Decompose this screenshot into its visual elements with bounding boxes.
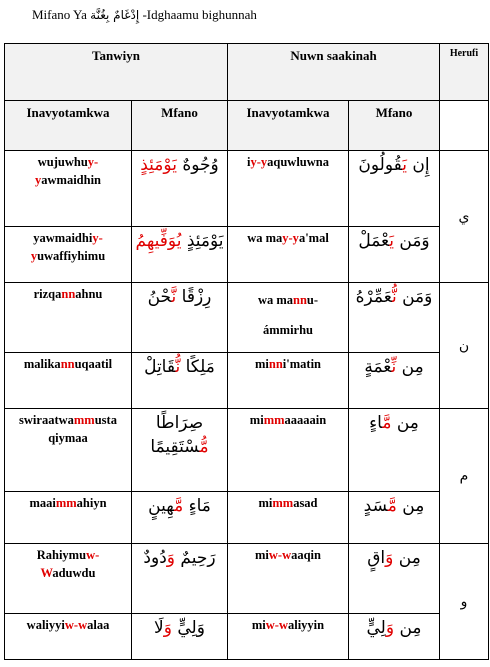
nuwn-example: وَمَن نُّعَمِّرْهُ (349, 283, 440, 353)
tanwiyn-pronunciation: maaimmahiyn (5, 492, 132, 544)
table-row (5, 151, 489, 227)
nuwn-pronunciation: mimmaaaaain (228, 409, 349, 492)
tanwiyn-example: يَوْمَئِذٍ يُوَفِّيهِمُ (132, 227, 228, 283)
nuwn-pronunciation: miw-waliyyin (228, 614, 349, 660)
nuwn-pronunciation: iy-yaquwluwna (228, 151, 349, 227)
nuwn-example: مِن مَّسَدٍ (349, 492, 440, 544)
header-mfano-2: Mfano (349, 101, 440, 151)
header-inavyotamkwa-1: Inavyotamkwa (5, 101, 132, 151)
herufi-miim: م (440, 409, 489, 544)
tanwiyn-example: مَاءٍ مَّهِينٍ (132, 492, 228, 544)
nuwn-pronunciation: mimmasad (228, 492, 349, 544)
tanwiyn-pronunciation: rizqannahnu (5, 283, 132, 353)
nuwn-example: مِن مَّاءٍ (349, 409, 440, 492)
herufi-ya: ي (440, 151, 489, 283)
table-row (5, 227, 489, 283)
tanwiyn-example: رِزْقًا نَّحْنُ (132, 283, 228, 353)
tanwiyn-pronunciation: swiraatwammusta qiymaa (5, 409, 132, 492)
nuwn-example: مِن نِّعْمَةٍ (349, 353, 440, 409)
nuwn-example: إِن يَقُولُونَ (349, 151, 440, 227)
nuwn-pronunciation: wa mannu- ámmirhu (228, 283, 349, 353)
header-inavyotamkwa-2: Inavyotamkwa (228, 101, 349, 151)
table-row (5, 544, 489, 614)
tanwiyn-example: صِرَاطًا مُّسْتَقِيمًا (132, 409, 228, 492)
herufi-waw: و (440, 544, 489, 660)
nuwn-example: مِن وَاقٍ (349, 544, 440, 614)
page-title (32, 3, 257, 27)
tanwiyn-example: رَحِيمٌ وَدُودٌ (132, 544, 228, 614)
header-mfano-1: Mfano (132, 101, 228, 151)
tanwiyn-example: وُجُوهٌ يَوْمَئِذٍ (132, 151, 228, 227)
tanwiyn-example: وَلِيٍّ وَلَا (132, 614, 228, 660)
tanwiyn-pronunciation: waliyyiw-walaa (5, 614, 132, 660)
header-tanwiyn: Tanwiyn (5, 44, 228, 101)
nuwn-pronunciation: wa may-ya'mal (228, 227, 349, 283)
table-row (5, 492, 489, 544)
nuwn-example: وَمَن يَعْمَلْ (349, 227, 440, 283)
header-blank (440, 101, 489, 151)
header-nuwn-saakinah: Nuwn saakinah (228, 44, 440, 101)
tanwiyn-pronunciation: yawmaidhiy- yuwaffiyhimu (5, 227, 132, 283)
title-suffix: -Idghaamu bighunnah (142, 7, 257, 22)
table-row (5, 283, 489, 353)
herufi-nuun: ن (440, 283, 489, 409)
title-prefix: Mifano Ya (32, 7, 87, 22)
table-row (5, 409, 489, 492)
tanwiyn-example: مَلِكًا نُّقَاتِلْ (132, 353, 228, 409)
header-herufi: Herufi (440, 44, 489, 101)
table-row (5, 353, 489, 409)
nuwn-pronunciation: minni'matin (228, 353, 349, 409)
nuwn-pronunciation: miw-waaqin (228, 544, 349, 614)
tanwiyn-pronunciation: wujuwhuy- yawmaidhin (5, 151, 132, 227)
title-arabic: إِدْغَامٌ بِغُنَّة (90, 8, 140, 22)
idgham-table (4, 43, 489, 660)
tanwiyn-pronunciation: Rahiymuw- Waduwdu (5, 544, 132, 614)
tanwiyn-pronunciation: malikannuqaatil (5, 353, 132, 409)
table-row (5, 614, 489, 660)
nuwn-example: مِن وَلِيٍّ (349, 614, 440, 660)
